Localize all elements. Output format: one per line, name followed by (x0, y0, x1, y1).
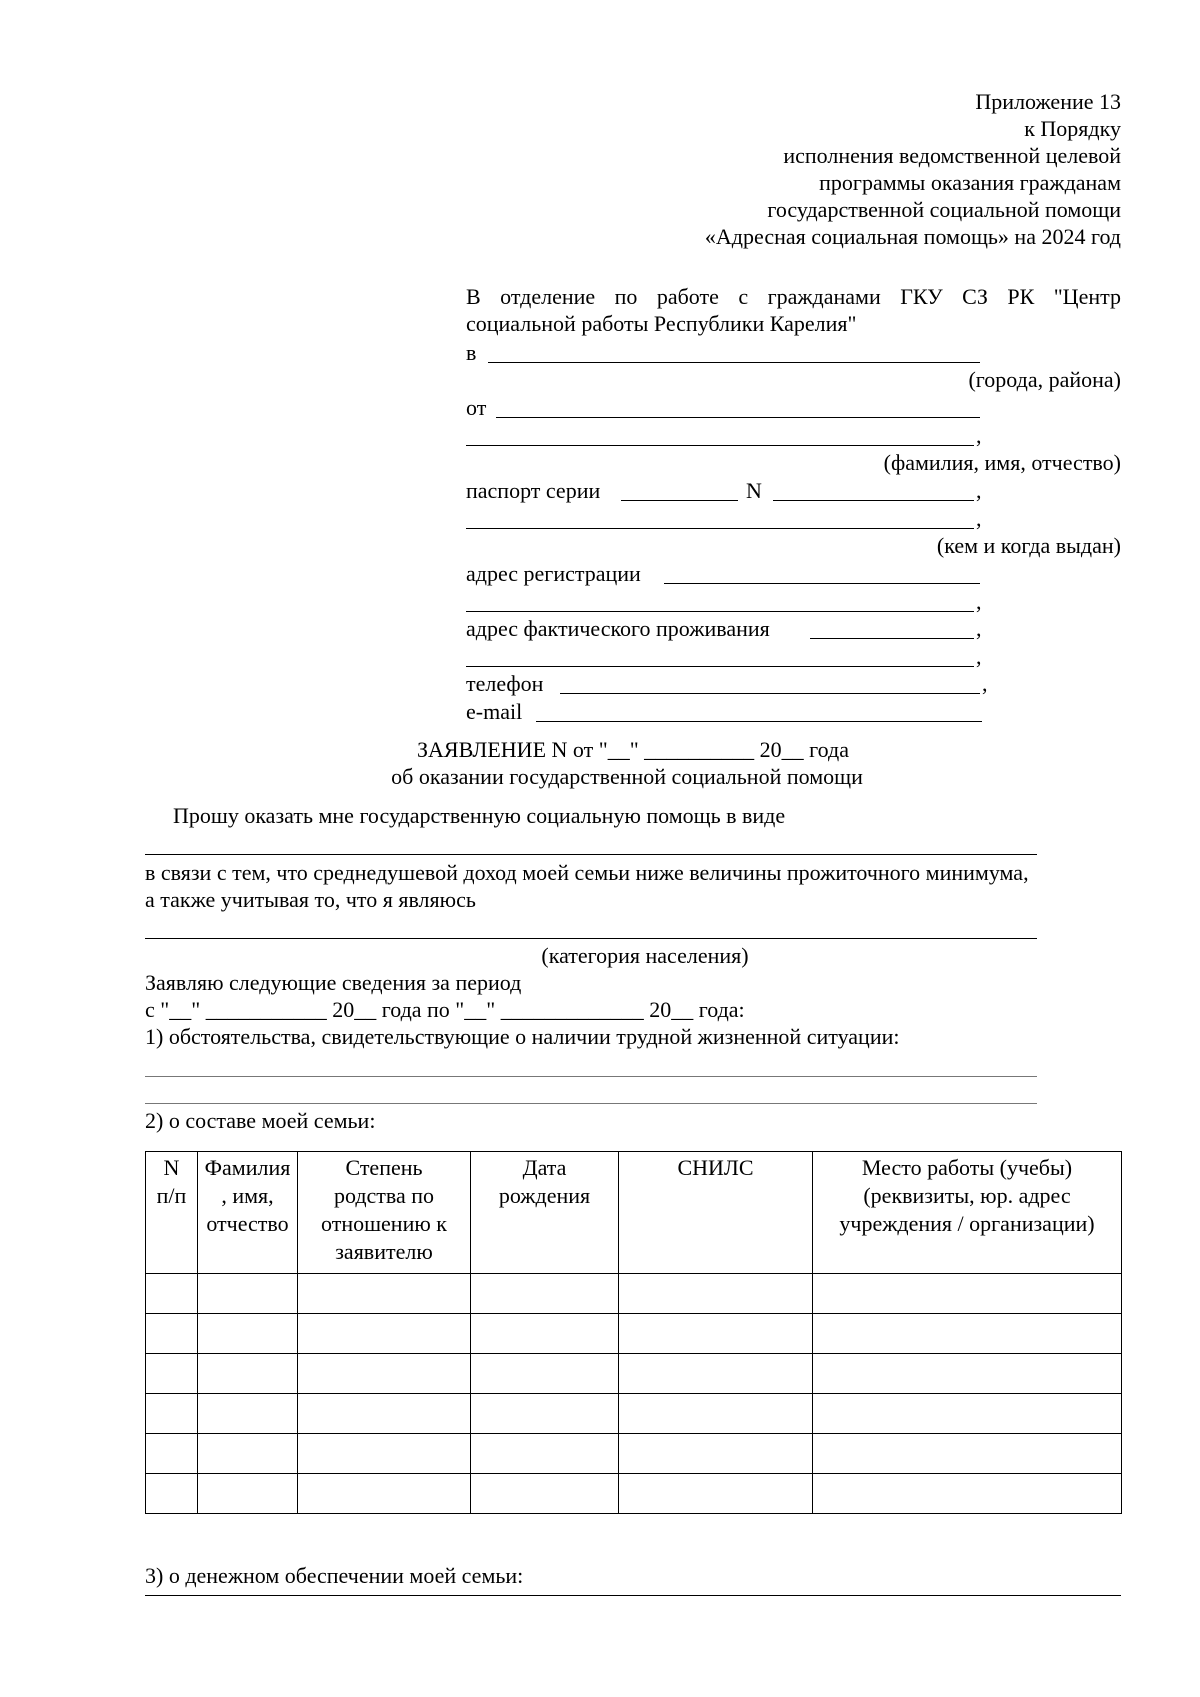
comma: , (976, 589, 982, 614)
header-line: (реквизиты, юр. адрес (863, 1183, 1071, 1208)
category-hint: (категория населения) (541, 943, 749, 968)
comma: , (976, 506, 982, 531)
header-line: N (163, 1155, 180, 1180)
table-cell[interactable] (198, 1394, 298, 1434)
col-name-header (198, 1152, 298, 1274)
table-cell[interactable] (146, 1354, 198, 1394)
col-workplace-header (813, 1152, 1122, 1274)
table-cell[interactable] (146, 1394, 198, 1434)
phone-label: телефон (466, 671, 544, 696)
table-cell[interactable] (198, 1354, 298, 1394)
header-line: Степень (345, 1155, 423, 1180)
appendix-line: к Порядку (1024, 116, 1121, 141)
table-cell[interactable] (471, 1274, 619, 1314)
table-cell[interactable] (813, 1274, 1122, 1314)
header-line: Дата (522, 1155, 567, 1180)
header-line: отношению к (321, 1211, 447, 1236)
request-text: Прошу оказать мне государственную социальную помощь в виде (173, 803, 786, 828)
col-birthdate-header (471, 1152, 619, 1274)
table-cell[interactable] (298, 1274, 471, 1314)
from-name-field[interactable] (496, 417, 980, 418)
from-label: от (466, 395, 487, 420)
reg-address-field-2[interactable] (466, 611, 974, 612)
application-subtitle: об оказании государственной социальной помощи (391, 764, 863, 789)
actual-address-label: адрес фактического проживания (466, 616, 770, 641)
appendix-line: «Адресная социальная помощь» на 2024 год (704, 224, 1121, 249)
table-cell[interactable] (198, 1314, 298, 1354)
table-cell[interactable] (298, 1354, 471, 1394)
passport-number-field[interactable] (773, 500, 974, 501)
table-cell[interactable] (813, 1314, 1122, 1354)
table-cell[interactable] (471, 1314, 619, 1354)
actual-address-field[interactable] (810, 638, 974, 639)
table-cell[interactable] (471, 1434, 619, 1474)
table-cell[interactable] (298, 1314, 471, 1354)
table-cell[interactable] (813, 1354, 1122, 1394)
col-relation-header (298, 1152, 471, 1274)
table-cell[interactable] (198, 1274, 298, 1314)
header-line: п/п (156, 1183, 187, 1208)
header-line: отчество (206, 1211, 289, 1236)
table-header-row (146, 1152, 1122, 1274)
circumstances-field[interactable] (145, 1076, 1037, 1077)
table-row (146, 1274, 1122, 1314)
table-row (146, 1354, 1122, 1394)
application-title: ЗАЯВЛЕНИЕ N от "__" __________ 20__ года (417, 737, 849, 762)
table-cell[interactable] (471, 1394, 619, 1434)
table-row (146, 1314, 1122, 1354)
table-cell[interactable] (813, 1394, 1122, 1434)
item-family: 2) о составе моей семьи: (145, 1108, 376, 1133)
table-cell[interactable] (619, 1274, 813, 1314)
header-line: рождения (498, 1183, 591, 1208)
passport-issued-field[interactable] (466, 528, 974, 529)
comma: , (976, 644, 982, 669)
header-line: , имя, (221, 1183, 274, 1208)
passport-series-field[interactable] (621, 500, 738, 501)
table-cell[interactable] (619, 1354, 813, 1394)
period-range: с "__" ___________ 20__ года по "__" _____________ 20__ года: (145, 997, 745, 1022)
category-field[interactable] (145, 938, 1037, 939)
fio-hint: (фамилия, имя, отчество) (883, 450, 1121, 475)
in-label: в (466, 340, 477, 365)
city-hint: (города, района) (968, 367, 1121, 392)
appendix-line: исполнения ведомственной целевой (783, 143, 1121, 168)
table-cell[interactable] (813, 1434, 1122, 1474)
reason-line: в связи с тем, что среднедушевой доход моей семьи ниже величины прожиточного минимума, (145, 860, 1029, 885)
header-line: СНИЛС (677, 1155, 754, 1180)
item-income: 3) о денежном обеспечении моей семьи: (145, 1563, 524, 1588)
income-field[interactable] (145, 1595, 1121, 1596)
comma: , (976, 478, 982, 503)
table-cell[interactable] (298, 1474, 471, 1514)
table-cell[interactable] (471, 1474, 619, 1514)
comma: , (982, 671, 988, 696)
comma: , (976, 423, 982, 448)
comma: , (976, 616, 982, 641)
reason-line: а также учитывая то, что я являюсь (145, 887, 476, 912)
header-line: родства по (333, 1183, 435, 1208)
table-cell[interactable] (471, 1354, 619, 1394)
table-cell[interactable] (619, 1314, 813, 1354)
passport-series-label: паспорт серии (466, 478, 601, 503)
table-cell[interactable] (146, 1474, 198, 1514)
header-line: заявителю (335, 1239, 433, 1264)
addressee-line: В отделение по работе с гражданами ГКУ СЗ РК "Центр (466, 284, 1121, 309)
header-line: Место работы (учебы) (861, 1155, 1073, 1180)
table-cell[interactable] (198, 1474, 298, 1514)
col-snils-header (619, 1152, 813, 1274)
col-number-header (146, 1152, 198, 1274)
table-cell[interactable] (619, 1394, 813, 1434)
aid-type-field[interactable] (145, 854, 1037, 855)
family-table (145, 1151, 1122, 1514)
circumstances-field-2[interactable] (145, 1103, 1037, 1104)
family-table-body (146, 1274, 1122, 1514)
reg-address-field[interactable] (664, 583, 980, 584)
addressee-line: социальной работы Республики Карелия" (466, 311, 857, 336)
email-field[interactable] (536, 721, 982, 722)
table-cell[interactable] (298, 1434, 471, 1474)
item-circumstances: 1) обстоятельства, свидетельствующие о наличии трудной жизненной ситуации: (145, 1024, 900, 1049)
table-cell[interactable] (619, 1474, 813, 1514)
table-cell[interactable] (146, 1314, 198, 1354)
table-cell[interactable] (146, 1434, 198, 1474)
city-field[interactable] (488, 362, 980, 363)
header-line: учреждения / организации) (839, 1211, 1095, 1236)
table-cell[interactable] (813, 1474, 1122, 1514)
from-name-field-2[interactable] (466, 445, 974, 446)
table-cell[interactable] (298, 1394, 471, 1434)
table-row (146, 1394, 1122, 1434)
issued-hint: (кем и когда выдан) (936, 533, 1121, 558)
actual-address-field-2[interactable] (466, 666, 974, 667)
appendix-line: государственной социальной помощи (767, 197, 1121, 222)
reg-address-label: адрес регистрации (466, 561, 641, 586)
phone-field[interactable] (560, 693, 980, 694)
appendix-line: Приложение 13 (975, 89, 1121, 114)
email-label: e-mail (466, 699, 523, 724)
period-label: Заявляю следующие сведения за период (145, 970, 522, 995)
table-cell[interactable] (198, 1434, 298, 1474)
table-cell[interactable] (619, 1434, 813, 1474)
appendix-line: программы оказания гражданам (819, 170, 1121, 195)
passport-number-label: N (746, 478, 762, 503)
table-row (146, 1474, 1122, 1514)
table-row (146, 1434, 1122, 1474)
header-line: Фамилия (204, 1155, 291, 1180)
table-cell[interactable] (146, 1274, 198, 1314)
